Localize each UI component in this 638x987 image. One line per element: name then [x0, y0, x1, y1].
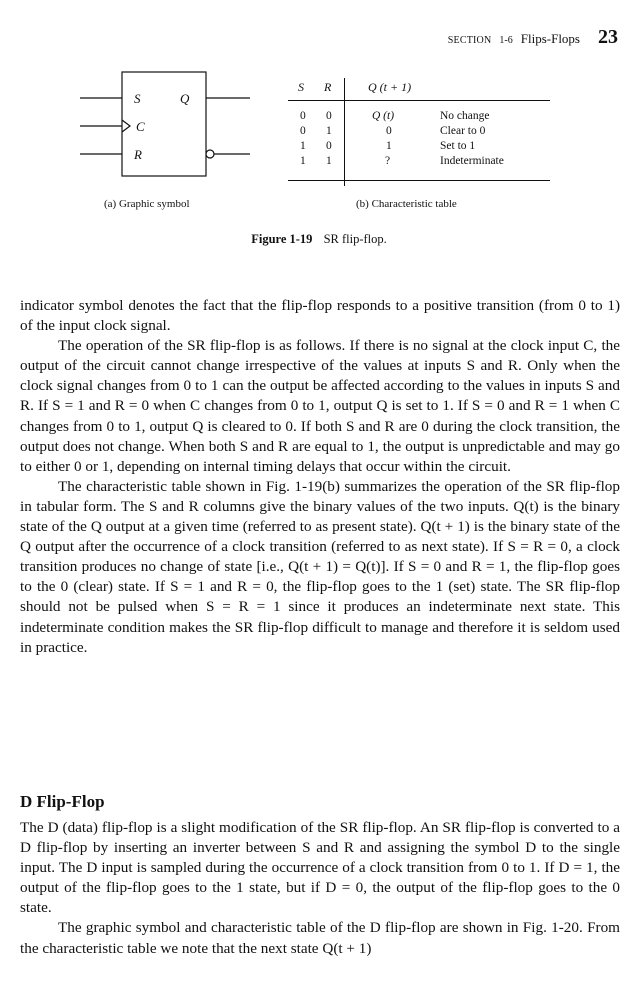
label-s: S [134, 91, 141, 106]
cell-q-next: 1 [386, 140, 392, 152]
section-number: 1-6 [499, 35, 513, 46]
header-r: R [324, 80, 332, 94]
table-row [288, 155, 558, 169]
cell-s: 1 [300, 140, 306, 152]
paragraph: The characteristic table shown in Fig. 1-19(b) summarizes the operation of the SR flip-flop in tabular form. The S and R columns give the binary values of the two inputs. Q(t) is the binary state of the Q output at a given time (referred to as present state). Q(t + 1) is the binary state of the Q output after the occurrence of a clock transition (referred to as next state). If S = R = 0, a clock transition produces no change of state [i.e., Q(t + 1) = Q(t)]. If S = 0 and R = 1, the flip-flop goes to the 0 (clear) state. If S = 1 and R = 0, the flip-flop goes to the 1 (set) state. The SR flip-flop should not be pulsed when S = R = 1 since it produces an indeterminate next state. This indeterminate condition makes the SR flip-flop difficult to manage and therefore it is seldom used in practice. [20, 477, 620, 656]
page-number: 23 [598, 26, 618, 48]
section-label: SECTION [447, 35, 492, 46]
section-title: Flips-Flops [520, 31, 580, 46]
label-r: R [134, 147, 142, 162]
figure-label: Figure 1-19 [251, 232, 313, 246]
cell-note: No change [440, 110, 490, 122]
sr-flipflop-symbol [70, 70, 260, 180]
paragraph: The D (data) flip-flop is a slight modification of the SR flip-flop. An SR flip-flop is converted to a D flip-flop by inserting an inverter between S and R and assigning the symbol D to the single input. The D input is sampled during the occurrence of a clock transition from 0 to 1. If D = 1, the output of the flip-flop goes to the 1 state, but if D = 0, the output of the flip-flop goes to the 0 state. [20, 819, 620, 917]
inversion-bubble-icon [206, 150, 214, 158]
cell-r: 0 [326, 110, 332, 122]
label-c: C [136, 119, 145, 134]
cell-note: Set to 1 [440, 140, 476, 152]
table-row [288, 140, 558, 154]
paragraph: The graphic symbol and characteristic table of the D flip-flop are shown in Fig. 1-20. From the characteristic table we note that the next state Q(t + 1) [20, 919, 620, 957]
table-bottom-rule [288, 180, 550, 181]
table-header-rule [288, 100, 550, 101]
body-text [20, 296, 620, 658]
cell-s: 1 [300, 155, 306, 167]
section-heading: D Flip-Flop [20, 792, 105, 811]
table-row [288, 110, 558, 124]
cell-s: 0 [300, 110, 306, 122]
running-header [448, 26, 618, 49]
paragraph: indicator symbol denotes the fact that the flip-flop responds to a positive transition (from 0 to 1) of the input clock signal. [20, 297, 620, 335]
cell-note: Indeterminate [440, 155, 504, 167]
body-text-d-flipflop [20, 818, 620, 959]
cell-s: 0 [300, 125, 306, 137]
figure-caption [0, 232, 638, 247]
clock-triangle-icon [122, 120, 130, 132]
table-row [288, 125, 558, 139]
label-q: Q [180, 91, 190, 106]
cell-note: Clear to 0 [440, 125, 486, 137]
figure-1-19 [0, 60, 638, 260]
table-header-row [288, 78, 558, 96]
header-q-next: Q (t + 1) [368, 80, 412, 94]
header-s: S [298, 80, 304, 94]
table-caption: (b) Characteristic table [356, 198, 457, 210]
paragraph: The operation of the SR flip-flop is as follows. If there is no signal at the clock input C, the output of the circuit cannot change irrespective of the values at inputs S and R. Only when the clock signal changes from 0 to 1 can the output be affected according to the values in inputs S and R. If S = 1 and R = 0 when C changes from 0 to 1, output Q is set to 1. If S = 0 and R = 1 when C changes from 0 to 1, output Q is cleared to 0. If both S and R are 0 during the clock transition, the output does not change. When both S and R are equal to 1, the output is unpredictable and may go to either 0 or 1, depending on internal timing delays that occur within the circuit. [20, 337, 620, 475]
cell-q-next: ? [385, 155, 391, 167]
symbol-caption: (a) Graphic symbol [104, 198, 190, 210]
cell-r: 0 [326, 140, 332, 152]
cell-q-next: 0 [386, 125, 392, 137]
cell-q-next: Q (t) [372, 110, 395, 122]
cell-r: 1 [326, 155, 332, 167]
cell-r: 1 [326, 125, 332, 137]
figure-title: SR flip-flop. [323, 232, 387, 246]
